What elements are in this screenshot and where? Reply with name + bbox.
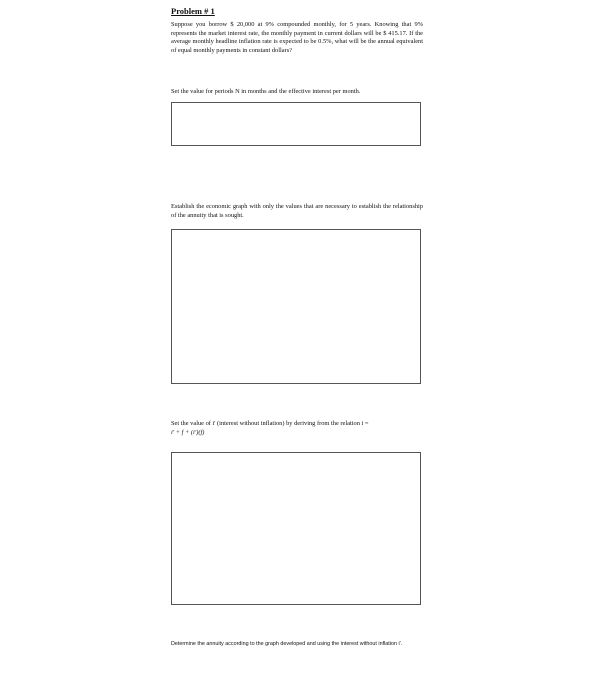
answer-box-1[interactable] [171, 102, 421, 146]
question-3-text: Set the value of i' (interest without inflation) by deriving from the relation i = [171, 420, 369, 427]
question-3 [171, 420, 423, 437]
question-1: Set the value for periods N in months and the effective interest per month. [171, 88, 361, 95]
answer-box-2[interactable] [171, 229, 421, 384]
question-3-formula: i' + f + (i')(f) [171, 428, 205, 436]
problem-title: Problem # 1 [171, 6, 215, 16]
question-4: Determine the annuity according to the graph developed and using the interest without inflation i'. [171, 641, 403, 647]
question-2: Establish the economic graph with only the values that are necessary to establish the relationship of the annuity that is sought. [171, 203, 423, 219]
problem-statement: Suppose you borrow $ 20,000 at 9% compounded monthly, for 5 years. Knowing that 9% represents the market interest rate, the monthly payment in current dollars will be $ 415.17. If the average monthly headline inflation rate is expected to be 0.5%, what will be the annual equivalent of equal monthly payments in constant dollars? [171, 21, 423, 54]
answer-box-3[interactable] [171, 452, 421, 605]
